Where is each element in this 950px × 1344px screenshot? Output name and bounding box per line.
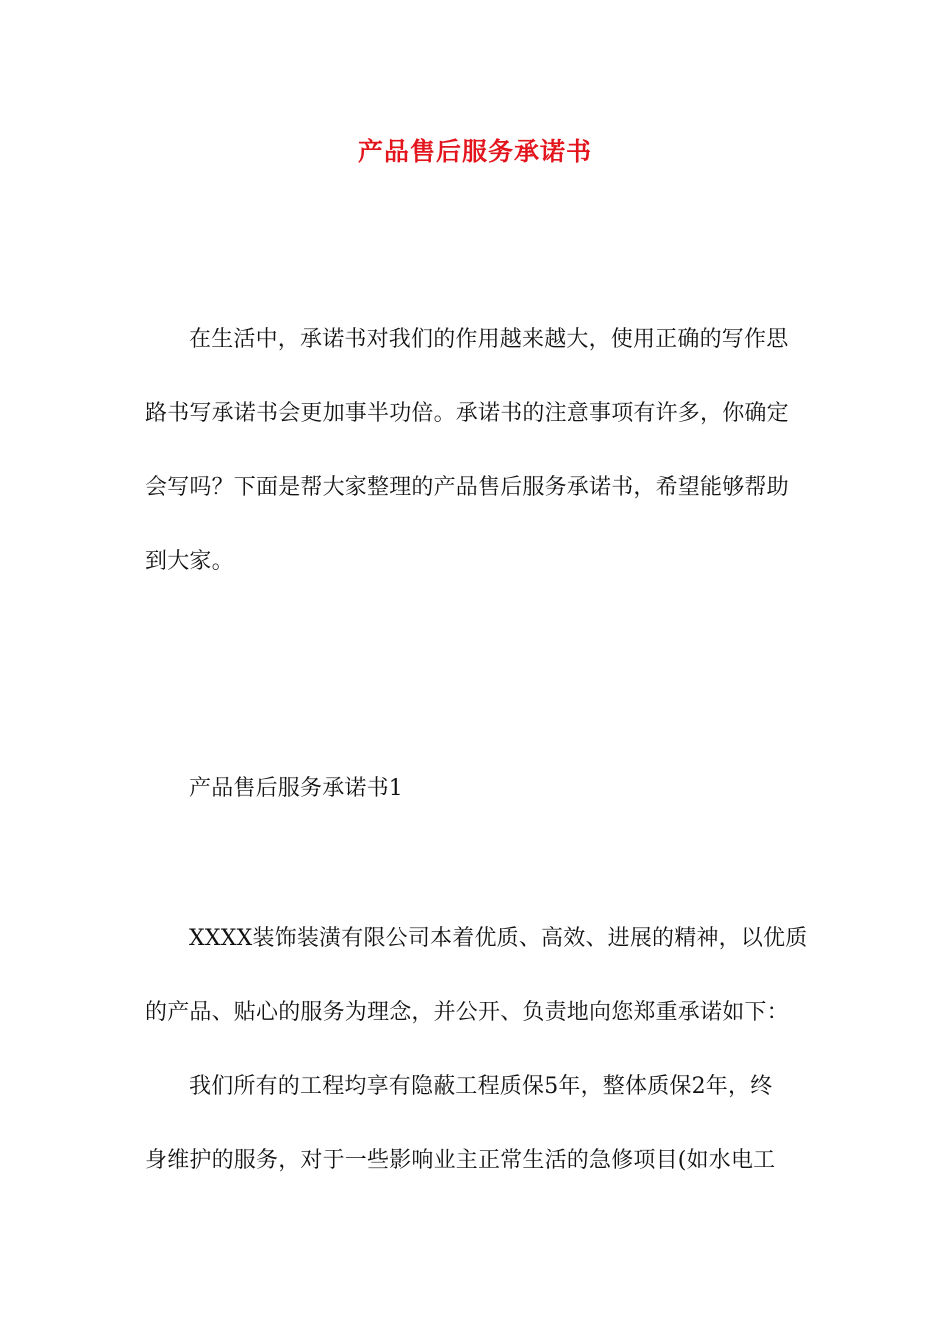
paragraph-2-line-1: 我们所有的工程均享有隐蔽工程质保5年，整体质保2年，终 bbox=[189, 1074, 773, 1099]
intro-line-4: 到大家。 bbox=[145, 549, 234, 574]
paragraph-1-line-1: XXXX装饰装潢有限公司本着优质、高效、进展的精神，以优质 bbox=[189, 926, 808, 951]
document-title: 产品售后服务承诺书 bbox=[357, 137, 592, 166]
section-heading: 产品售后服务承诺书1 bbox=[189, 776, 403, 801]
intro-line-3: 会写吗？下面是帮大家整理的产品售后服务承诺书，希望能够帮助 bbox=[145, 475, 789, 500]
intro-line-2: 路书写承诺书会更加事半功倍。承诺书的注意事项有许多，你确定 bbox=[145, 401, 789, 426]
paragraph-1-line-2: 的产品、贴心的服务为理念，并公开、负责地向您郑重承诺如下： bbox=[145, 1000, 789, 1025]
paragraph-2-line-2: 身维护的服务，对于一些影响业主正常生活的急修项目(如水电工 bbox=[145, 1148, 776, 1173]
intro-line-1: 在生活中，承诺书对我们的作用越来越大，使用正确的写作思 bbox=[189, 327, 789, 352]
